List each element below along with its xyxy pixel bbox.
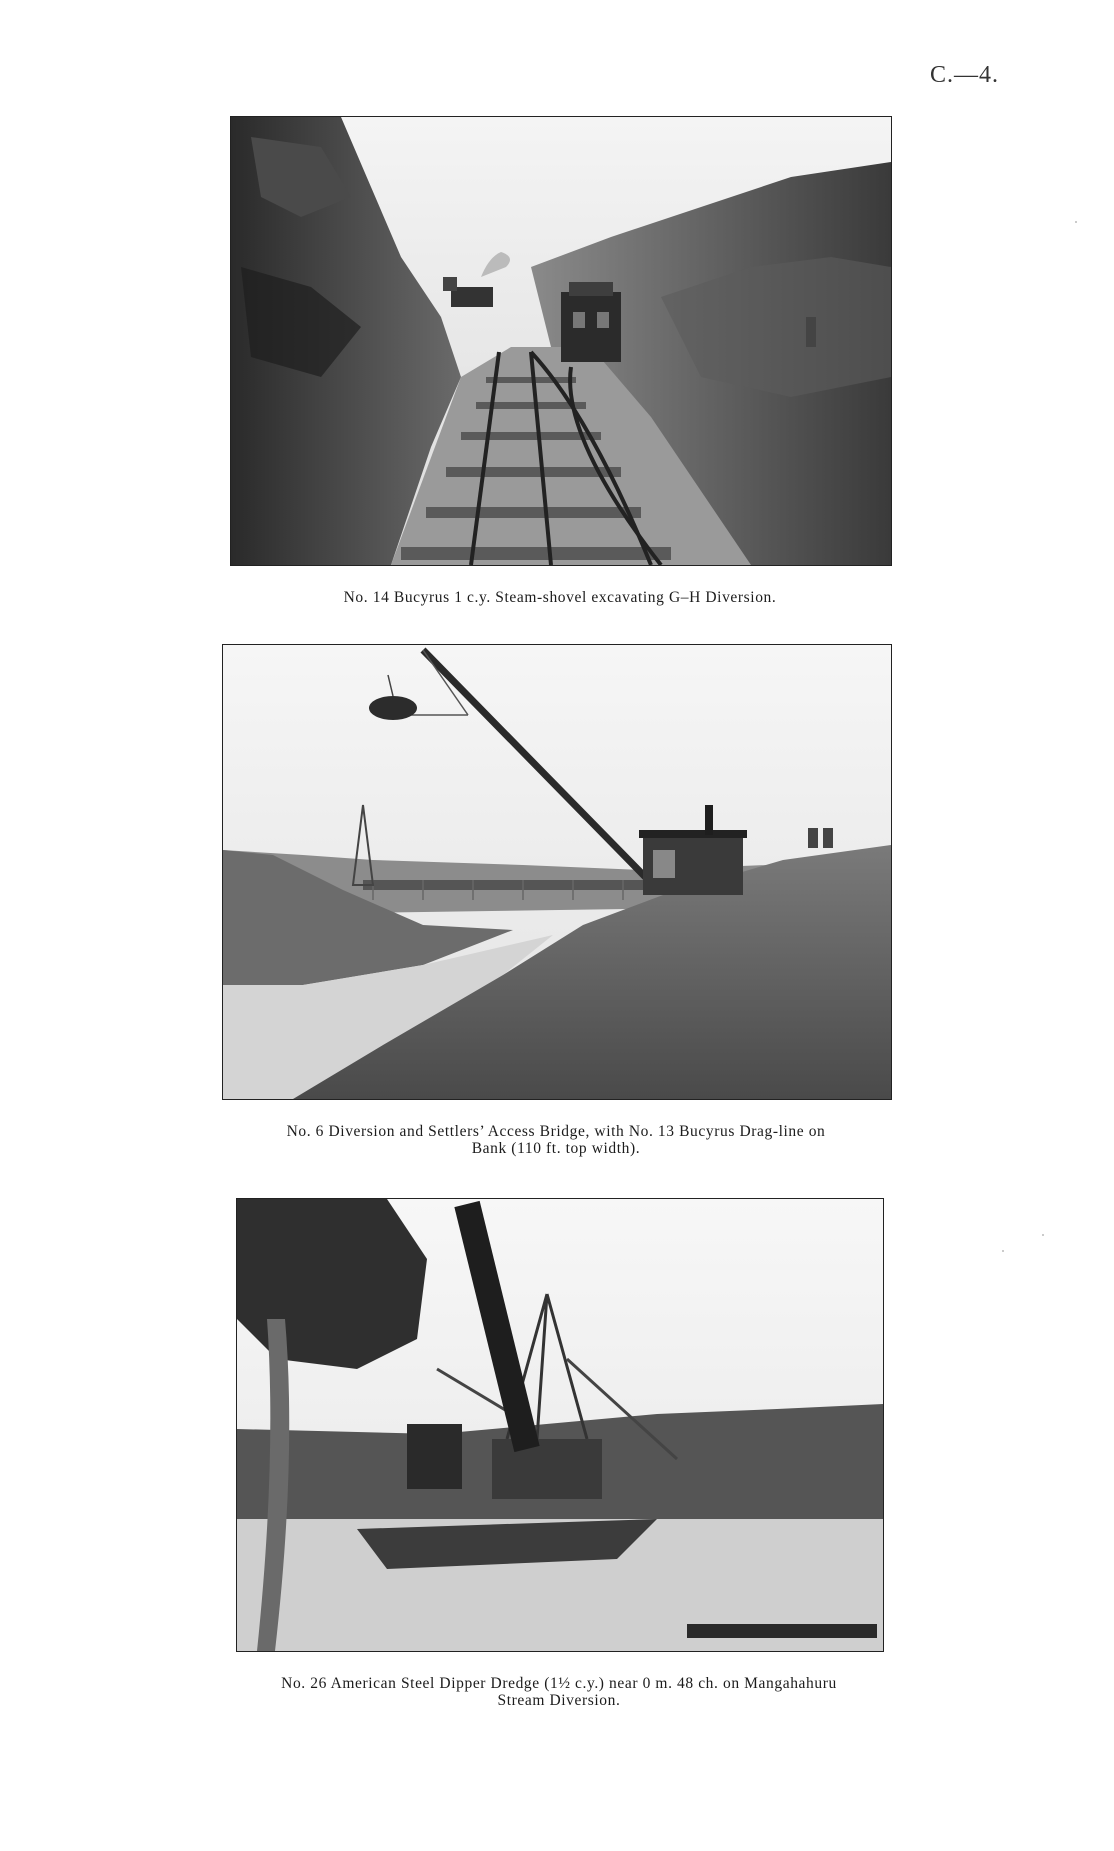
photo-caption-2-line1: No. 6 Diversion and Settlers’ Access Bridge, with No. 13 Bucyrus Drag-line on (286, 1123, 826, 1140)
dipper-dredge-illustration (237, 1199, 883, 1651)
page-reference: C.—4. (930, 62, 1000, 88)
photo-caption-2 (222, 1123, 890, 1157)
page-speck (1042, 1234, 1044, 1236)
photo-caption-2-line2: Bank (110 ft. top width). (471, 1140, 641, 1157)
page-speck (1002, 1250, 1004, 1252)
photo-caption-3-line1: No. 26 American Steel Dipper Dredge (1½ c.y.) near 0 m. 48 ch. on Mangahahuru (281, 1675, 837, 1692)
drag-line-illustration (223, 645, 891, 1099)
page-speck (1075, 221, 1077, 223)
steam-shovel-illustration (231, 117, 891, 565)
photo-caption-1: No. 14 Bucyrus 1 c.y. Steam-shovel excavating G–H Diversion. (343, 589, 777, 606)
photo-caption-3-line2: Stream Diversion. (497, 1692, 621, 1709)
photo-caption-3 (236, 1675, 882, 1709)
photo-dipper-dredge (236, 1198, 884, 1652)
photo-drag-line (222, 644, 892, 1100)
photo-steam-shovel (230, 116, 892, 566)
